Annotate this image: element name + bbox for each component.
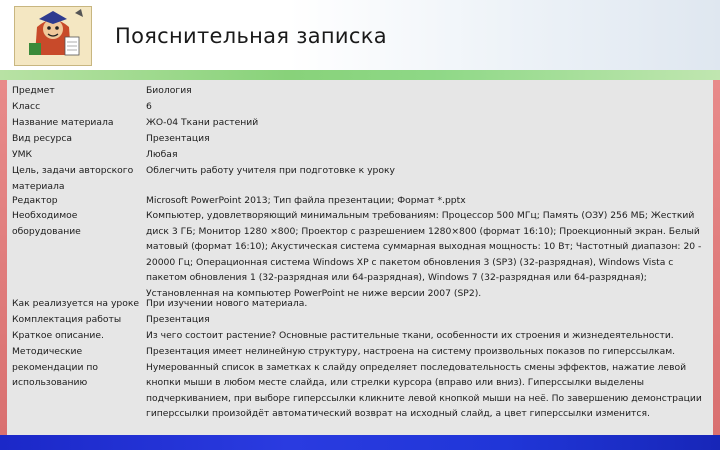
row-value: Биология: [146, 85, 192, 96]
right-border: [713, 80, 720, 435]
row-label: Название материала: [12, 117, 114, 128]
row-value: Облегчить работу учителя при подготовке к уроку: [146, 165, 395, 176]
row-label: Цель, задачи авторского материала: [12, 165, 134, 192]
school-logo-icon: [14, 6, 92, 66]
row-value: Презентация имеет нелинейную структуру, настроена на систему произвольных показов по гиперссылкам. Нумерованный список в заметках к слайду определяет последовательность смены эффектов, нажатие левой кнопки мыши в любом месте слайда, или стрелки курсора (вправо или вниз). Гиперссылки выделены подчеркиванием, при выборе гиперссылки кликните левой кнопкой мыши на неё. По завершению демонстрации гиперссылки произойдёт автоматический возврат на исходный слайд, а цвет гиперссылки изменится.: [146, 346, 702, 419]
row-value: При изучении нового материала.: [146, 298, 308, 309]
row-label: Краткое описание.: [12, 330, 104, 341]
bottom-stripe: [0, 435, 720, 450]
row-value: Презентация: [146, 314, 210, 325]
green-stripe: [0, 70, 720, 80]
row-value: Microsoft PowerPoint 2013; Тип файла презентации; Формат *.pptx: [146, 195, 466, 206]
row-label: УМК: [12, 149, 33, 160]
row-value: ЖО-04 Ткани растений: [146, 117, 259, 128]
row-value: Презентация: [146, 133, 210, 144]
row-value: Компьютер, удовлетворяющий минимальным требованиям: Процессор 500 МГц; Память (ОЗУ) 256 МБ; Жесткий диск 3 ГБ; Монитор 1280 ×800; Проектор с разрешением 1280×800 (формат 16:10); Проекционный экран. Белый матовый (формат 16:10); Акустическая система суммарная выходная мощность: 10 Вт; Частотный диапазон: 20 - 20000 Гц; Операционная система Windows XP с пакетом обновления 3 (SP3) (32-разрядная), Windows Vista с пакетом обновления 1 (32-разрядная или 64-разрядная), Windows 7 (32-разрядная или 64-разрядная); Установленная на компьютер PowerPoint не ниже версии 2007 (SP2).: [146, 210, 702, 299]
row-value: 6: [146, 101, 152, 112]
row-label: Редактор: [12, 195, 58, 206]
left-border: [0, 80, 7, 435]
row-label: Необходимое оборудование: [12, 210, 81, 237]
row-label: Класс: [12, 101, 41, 112]
page-title: Пояснительная записка: [115, 24, 387, 48]
row-label: Методические рекомендации по использованию: [12, 346, 98, 388]
row-label: Предмет: [12, 85, 55, 96]
row-value: Любая: [146, 149, 178, 160]
row-label: Как реализуется на уроке: [12, 298, 140, 309]
row-label: Вид ресурса: [12, 133, 73, 144]
row-value: Из чего состоит растение? Основные растительные ткани, особенности их строения и жизнедеятельности.: [146, 330, 674, 341]
row-label: Комплектация работы: [12, 314, 122, 325]
info-table: [7, 80, 713, 435]
